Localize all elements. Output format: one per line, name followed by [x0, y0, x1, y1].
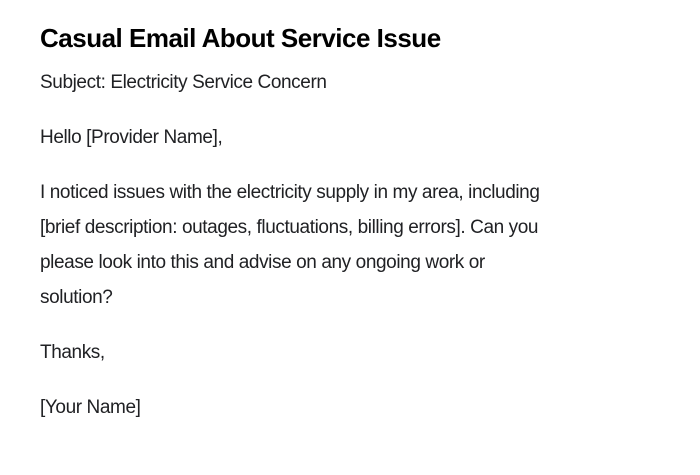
page-title: Casual Email About Service Issue [40, 23, 441, 53]
greeting-line: Hello [Provider Name], [40, 127, 223, 148]
closing-line: Thanks, [40, 342, 105, 363]
body-paragraph-line: please look into this and advise on any ongoing work or [40, 252, 485, 273]
body-paragraph-line: I noticed issues with the electricity supply in my area, including [40, 182, 540, 203]
signature-placeholder: [Your Name] [40, 397, 141, 418]
body-paragraph-line: solution? [40, 287, 113, 308]
body-paragraph [40, 175, 660, 315]
subject-line: Subject: Electricity Service Concern [40, 72, 327, 93]
body-paragraph-line: [brief description: outages, fluctuations, billing errors]. Can you [40, 217, 539, 238]
